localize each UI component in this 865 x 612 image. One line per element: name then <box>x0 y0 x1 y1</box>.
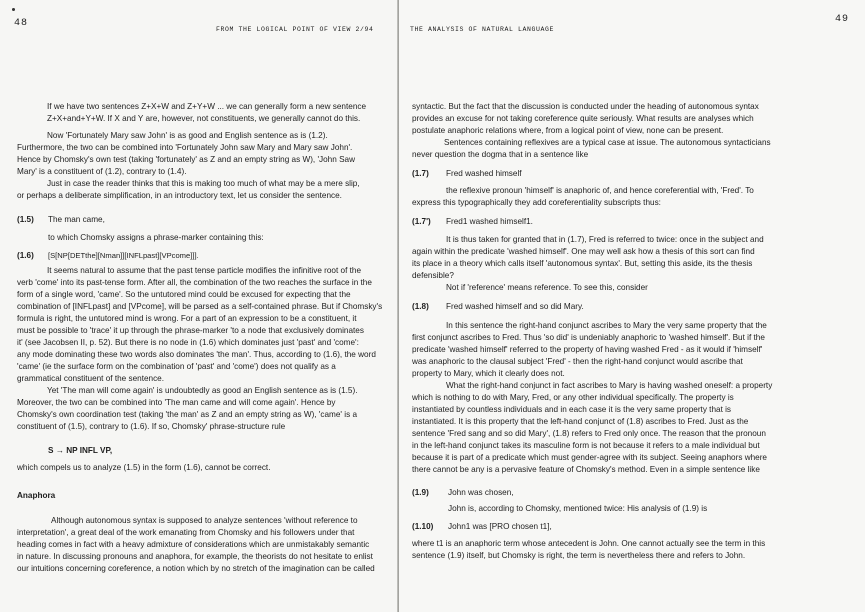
text-line: Sentences containing reflexives are a typical case at issue. The autonomous syntacticians <box>444 138 771 147</box>
text-line: provides an excuse for not taking coreference quite seriously. What results are analyses which <box>412 114 754 123</box>
text-line: any mode dominating these two words also dominates 'the man'. Thus, according to (1.6), the word <box>17 350 376 359</box>
running-head: FROM THE LOGICAL POINT OF VIEW 2/94 <box>216 26 374 33</box>
text-line: which compels us to analyze (1.5) in the form (1.6), cannot be correct. <box>17 463 271 472</box>
running-head: THE ANALYSIS OF NATURAL LANGUAGE <box>410 26 555 33</box>
text-line: John is, according to Chomsky, mentioned twice: His analysis of (1.9) is <box>448 504 708 513</box>
text-line: instantiated by countless individuals and in each case it is the very same property that is <box>412 405 732 414</box>
text-line: It is thus taken for granted that in (1.7), Fred is referred to twice: once in the subject and <box>446 235 764 244</box>
example-1-5 <box>17 214 105 226</box>
paragraph <box>412 234 764 294</box>
text-line: In this sentence the right-hand conjunct ascribes to Mary the very same property that the <box>446 321 767 330</box>
paragraph <box>17 265 382 433</box>
text-line: Yet 'The man will come again' is undoubtedly as good an English sentence as is (1.5). <box>47 386 358 395</box>
paragraph <box>17 462 270 474</box>
heading-anaphora: Anaphora <box>17 491 56 500</box>
text-line: heading comes in fact with a heavy admixture of considerations which are unmistakably semantic <box>17 540 370 549</box>
text-line: verb 'come' into its past-tense form. After all, the combination of the two reaches the surface in the <box>17 278 372 287</box>
scan-speck <box>12 8 15 11</box>
text-line: must be possible to 'trace' it up through the phrase-marker 'to a node that exclusively dominates <box>17 326 364 335</box>
example-1-7-prime <box>412 216 533 228</box>
text-line: instantiated. It is this property that the left-hand conjunct of (1.8) ascribes to Fred. Just as the <box>412 417 749 426</box>
text-line: to which Chomsky assigns a phrase-marker containing this: <box>48 233 264 242</box>
example-text: John1 was [PRO chosen t1], <box>448 522 552 531</box>
example-label: (1.10) <box>412 522 434 531</box>
text-line: first conjunct ascribes to Fred. Thus 'so did' is undeniably anaphoric to 'washed himself'. But if the <box>412 333 765 342</box>
phrase-structure-rule: S → NP INFL VP, <box>48 446 113 455</box>
paragraph <box>48 232 264 244</box>
example-label: (1.8) <box>412 302 429 311</box>
example-1-7 <box>412 168 522 180</box>
text-line: its place in a theory which calls itself 'autonomous syntax'. But, setting this aside, its the thesis <box>412 259 753 268</box>
example-text: The man came, <box>48 215 105 224</box>
paragraph <box>412 101 771 161</box>
example-text: Fred washed himself <box>446 169 522 178</box>
example-text: John was chosen, <box>448 488 514 497</box>
paragraph <box>17 515 375 575</box>
example-1-9 <box>412 487 514 499</box>
text-line: which is nothing to do with Mary, Fred, or any other individual specifically. The property is <box>412 393 734 402</box>
text-line: Furthermore, the two can be combined into 'Fortunately John saw Mary and Mary saw John'. <box>17 143 353 152</box>
paragraph <box>412 185 754 209</box>
paragraph <box>47 101 366 125</box>
text-line: postulate anaphoric relations where, from a logical point of view, none can be present. <box>412 126 724 135</box>
text-line: sentence 'Fred sang and so did Mary', (1.8) refers to Fred only once. The reason that the pronoun <box>412 429 766 438</box>
text-line: Now 'Fortunately Mary saw John' is as good and English sentence as is (1.2). <box>47 131 328 140</box>
section-heading <box>17 490 55 502</box>
paragraph <box>17 130 360 202</box>
left-page <box>0 0 398 612</box>
example-label: (1.6) <box>17 251 34 260</box>
text-line: form of a single word, 'came'. So the untutored mind could be excused for expecting that the <box>17 290 351 299</box>
text-line: Mary' is a constituent of (1.2), contrary to (1.4). <box>17 167 187 176</box>
page-number: 49 <box>835 14 850 25</box>
text-line: our intuitions concerning coreference, a notion which by no stretch of the imagination can be called <box>17 564 375 573</box>
text-line: in nature. In discussing pronouns and anaphora, for example, the theorists do not hesitate to enlist <box>17 552 373 561</box>
paragraph <box>448 503 707 515</box>
example-1-10 <box>412 521 552 533</box>
text-line: Although autonomous syntax is supposed to analyze sentences 'without reference to <box>51 516 358 525</box>
text-line: or perhaps a deliberate simplification, in an introductory text, let us consider the sentence. <box>17 191 342 200</box>
example-text: Fred washed himself and so did Mary. <box>446 302 584 311</box>
example-text: Fred1 washed himself1. <box>446 217 533 226</box>
text-line: where t1 is an anaphoric term whose antecedent is John. One cannot actually see the term in this <box>412 539 766 548</box>
text-line: grammatical constituent of the sentence. <box>17 374 164 383</box>
text-line: Moreover, the two can be combined into 'The man came and will come again'. Hence by <box>17 398 336 407</box>
text-line: combination of [INFLpast] and [VPcome], will be parsed as a self-contained phrase. But if Chomsky's <box>17 302 383 311</box>
phrase-marker: [S[NP[DETthe][Nman]][INFLpast][VPcome]]]. <box>48 251 199 260</box>
text-line: interpretation', a great deal of the work emanating from Chomsky and his followers under that <box>17 528 355 537</box>
text-line: Not if 'reference' means reference. To see this, consider <box>446 283 648 292</box>
text-line: It seems natural to assume that the past tense particle modifies the infinitive root of the <box>47 266 362 275</box>
rule <box>48 445 112 457</box>
text-line: there cannot be any is a pervasive feature of Chomsky's method. Even in a simple sentence like <box>412 465 760 474</box>
text-line: express this typographically they add coreferentiality subscripts thus: <box>412 198 661 207</box>
text-line: the reflexive pronoun 'himself' is anaphoric of, and hence coreferential with, 'Fred'. To <box>446 186 754 195</box>
text-line: in the left-hand conjunct takes its masculine form is not because it refers to a male individual but <box>412 441 760 450</box>
example-label: (1.9) <box>412 488 429 497</box>
page-number: 48 <box>14 18 29 29</box>
text-line: because it is part of a predicate which must gender-agree with its subject. Seeing anaphors where <box>412 453 767 462</box>
example-1-6 <box>17 250 199 262</box>
text-line: Hence by Chomsky's own test (taking 'fortunately' as Z and an empty string as W), 'John Saw <box>17 155 355 164</box>
text-line: again within the predicate 'washed himself'. One may well ask how a thesis of this sort can find <box>412 247 755 256</box>
paragraph <box>412 538 765 562</box>
text-line: Just in case the reader thinks that this is making too much of what may be a mere slip, <box>47 179 360 188</box>
text-line: was anaphoric to the clausal subject 'Fred' - then the right-hand conjunct would ascribe that <box>412 357 743 366</box>
example-label: (1.7) <box>412 169 429 178</box>
text-line: defensible? <box>412 271 454 280</box>
text-line: formula is right, the untutored mind is wrong. For a part of an expression to be a constituent, it <box>17 314 357 323</box>
paragraph <box>412 320 772 476</box>
example-1-8 <box>412 301 584 313</box>
text-line: never question the dogma that in a sentence like <box>412 150 589 159</box>
text-line: syntactic. But the fact that the discussion is conducted under the heading of autonomous syntax <box>412 102 759 111</box>
right-page <box>399 0 865 612</box>
text-line: Chomsky's own coordination test (taking 'the man' as Z and an empty string as W), 'came' is a <box>17 410 358 419</box>
text-line: it' (see Jacobsen II, p. 52). But there is no node in (1.6) which dominates just 'past' and 'come': <box>17 338 359 347</box>
text-line: property to Mary, which it clearly does not. <box>412 369 565 378</box>
text-line: 'came' (ie the surface form on the combination of 'past' and 'come') does not qualify as a <box>17 362 336 371</box>
text-line: Z+X+and+Y+W. If X and Y are, however, not constituents, we generally cannot do this. <box>47 114 361 123</box>
example-label: (1.5) <box>17 215 34 224</box>
example-label: (1.7') <box>412 217 431 226</box>
text-line: sentence (1.9) itself, but Chomsky is right, the term is nevertheless there and refers to John. <box>412 551 746 560</box>
text-line: predicate 'washed himself' referred to the property of having washed Fred - as it would if 'himself' <box>412 345 763 354</box>
text-line: If we have two sentences Z+X+W and Z+Y+W ... we can generally form a new sentence <box>47 102 367 111</box>
text-line: What the right-hand conjunct in fact ascribes to Mary is having washed oneself: a property <box>446 381 773 390</box>
text-line: constituent of (1.5), contrary to (1.6). If so, Chomsky' phrase-structure rule <box>17 422 286 431</box>
